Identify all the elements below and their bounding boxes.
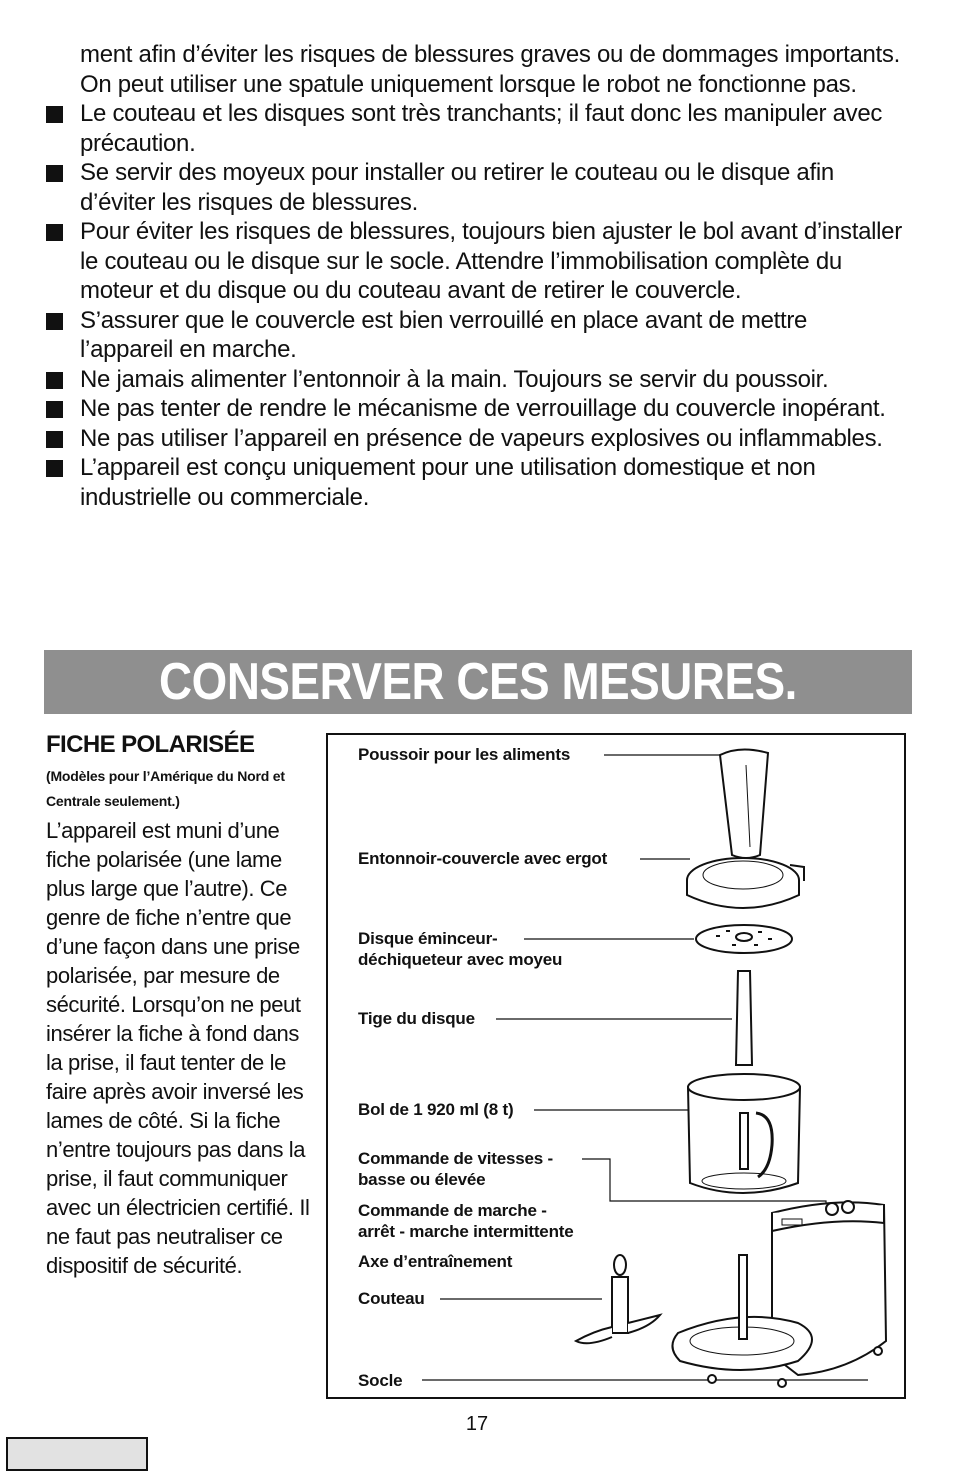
section-subtitle: (Modèles pour l’Amérique du Nord et Centrale seulement.) xyxy=(46,768,285,809)
label-base: Socle xyxy=(358,1371,403,1390)
banner-title: CONSERVER CES MESURES. xyxy=(159,653,797,711)
label-disc-stem: Tige du disque xyxy=(358,1009,475,1028)
safety-item: S’assurer que le couvercle est bien verrouillé en place avant de mettre l’appareil en marche. xyxy=(44,306,906,365)
square-bullet-icon xyxy=(46,313,63,330)
label-drive-shaft: Axe d’entraînement xyxy=(358,1252,513,1271)
slicing-disc-icon xyxy=(696,925,792,953)
polarized-plug-section xyxy=(46,730,316,1280)
lid-icon xyxy=(687,858,804,908)
label-disc-line-2: déchiqueteur avec moyeu xyxy=(358,950,563,969)
square-bullet-icon xyxy=(46,431,63,448)
label-blade: Couteau xyxy=(358,1289,425,1308)
square-bullet-icon xyxy=(46,401,63,418)
square-bullet-icon xyxy=(46,460,63,477)
label-speed-control-line-1: Commande de vitesses - xyxy=(358,1149,553,1168)
disc-stem-icon xyxy=(736,971,752,1065)
section-title: FICHE POLARISÉE xyxy=(46,731,255,758)
square-bullet-icon xyxy=(46,224,63,241)
label-lid: Entonnoir-couvercle avec ergot xyxy=(358,849,608,868)
safety-item: Le couteau et les disques sont très tranchants; il faut donc les manipuler avec précaution. xyxy=(44,99,906,158)
food-pusher-icon xyxy=(720,749,768,858)
square-bullet-icon xyxy=(46,372,63,389)
base-icon xyxy=(672,1201,886,1387)
safety-item: L’appareil est conçu uniquement pour une utilisation domestique et non industrielle ou commerciale. xyxy=(44,453,906,512)
square-bullet-icon xyxy=(46,106,63,123)
safety-item: Ne pas tenter de rendre le mécanisme de verrouillage du couvercle inopérant. xyxy=(44,394,906,424)
label-disc-line-1: Disque éminceur- xyxy=(358,929,498,948)
parts-diagram xyxy=(326,733,906,1399)
page-number: 17 xyxy=(465,1413,489,1435)
safety-item: Ne pas utiliser l’appareil en présence de vapeurs explosives ou inflammables. xyxy=(44,424,906,454)
safety-list xyxy=(44,40,906,512)
safety-item: Se servir des moyeux pour installer ou retirer le couteau ou le disque afin d’éviter les risques de blessures. xyxy=(44,158,906,217)
square-bullet-icon xyxy=(46,165,63,182)
footer-tab-box xyxy=(6,1437,148,1471)
label-speed-control-line-2: basse ou élevée xyxy=(358,1170,486,1189)
save-instructions-banner xyxy=(44,650,912,714)
label-power-control-line-1: Commande de marche - xyxy=(358,1201,547,1220)
safety-item: Ne jamais alimenter l’entonnoir à la main. Toujours se servir du poussoir. xyxy=(44,365,906,395)
section-body: L’appareil est muni d’une fiche polarisée (une lame plus large que l’autre). Ce genre de fiche n’entre que d’une façon dans une prise polarisée, par mesure de sécurité. Lorsqu’on ne peut insérer la fiche à fond dans la prise, il faut tenter de le faire après avoir inversé les lames de côté. Si la fiche n’entre toujours pas dans la prise, il faut communiquer avec un électricien certifié. Il ne faut pas neutraliser ce dispositif de sécurité. xyxy=(46,818,310,1278)
label-power-control-line-2: arrêt - marche intermittente xyxy=(358,1222,574,1241)
bowl-icon xyxy=(688,1074,800,1193)
safety-continuation: ment afin d’éviter les risques de blessures graves ou de dommages importants. On peut utiliser une spatule uniquement lorsque le robot ne fonctionne pas. xyxy=(80,41,900,98)
label-bowl: Bol de 1 920 ml (8 t) xyxy=(358,1100,514,1119)
label-food-pusher: Poussoir pour les aliments xyxy=(358,745,571,764)
safety-item: Pour éviter les risques de blessures, toujours bien ajuster le bol avant d’installer le couteau ou le disque sur le socle. Attendre l’immobilisation complète du moteur et du disque ou du couteau avant de retirer le couvercle. xyxy=(44,217,906,306)
